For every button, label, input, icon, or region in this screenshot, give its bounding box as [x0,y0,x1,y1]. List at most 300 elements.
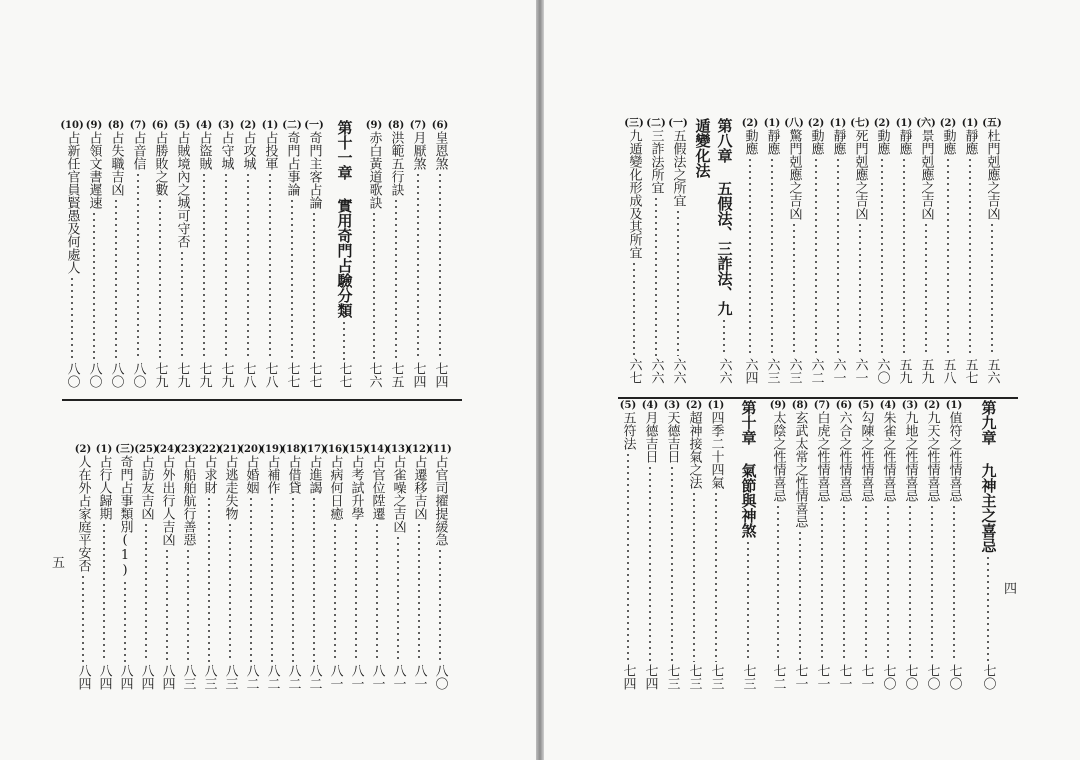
leader-dots [903,157,905,356]
page-number: 七三 [740,664,756,690]
page-number: 七三 [708,664,724,690]
entry-title: 占婚姻 [243,455,259,494]
leader-dots [865,504,867,662]
entry-title: 九地之性情喜忌 [902,411,918,502]
page-number: 七八 [262,362,278,388]
entry-title: 占訪友吉凶 [138,455,154,520]
entry-number: (11) [428,444,452,455]
toc-entry [386,444,410,690]
leader-dots [799,530,801,662]
leader-dots [953,504,955,662]
entry-title: 白虎之性情喜忌 [814,411,830,502]
leader-dots [181,250,183,360]
entry-title: 景門剋應之吉凶 [918,129,934,220]
leader-dots [671,465,673,662]
entry-title: 皇恩煞 [432,131,448,170]
entry-title: 六合之性情喜忌 [836,411,852,502]
leader-dots [693,491,695,662]
page-number: 七七 [306,362,322,388]
toc-entry [641,400,659,690]
toc-entry [85,120,103,388]
entry-number: (三) [115,444,135,455]
toc-entry [707,400,725,690]
chapter-title: 第十章 氣節與神煞 [739,400,758,538]
toc-entry [923,400,941,690]
chapter-title: 第八章 五假法、三詐法、九 [715,118,734,316]
toc-entry [879,400,897,690]
page-number: 七四 [432,362,448,388]
entry-number: (2) [923,400,941,411]
entry-number: (7) [409,120,427,131]
page-number: 八四 [75,664,91,690]
entry-title: 驚門剋應之吉凶 [786,129,802,220]
chapter-title: 第九章 九神主之喜忌 [979,400,998,553]
leader-dots [247,172,249,360]
entry-number: (2) [807,118,825,129]
entry-title: 朱雀之性情喜忌 [880,411,896,502]
leader-dots [633,261,635,356]
page-number: 八一 [390,664,406,690]
page-number: 六一 [852,358,868,384]
section-divider [618,397,1018,399]
leader-dots [418,522,420,662]
entry-title: 占盜賊 [196,131,212,170]
toc-entry [945,400,963,690]
toc-entry [407,444,431,690]
leader-dots [145,522,147,662]
page-number: 六四 [742,358,758,384]
leader-dots [723,318,725,356]
leader-dots [292,496,294,662]
entry-number: (8) [107,120,125,131]
toc-entry [74,444,92,690]
toc-entry [217,120,235,388]
leader-dots [71,276,73,360]
page-number: 七〇 [880,664,896,690]
entry-title: 占外出行人吉凶 [159,455,175,546]
page-number: 七一 [792,664,808,690]
entry-title: 占遷移吉凶 [411,455,427,520]
entry-number: (9) [365,120,383,131]
entry-number: (20) [239,444,263,455]
entry-title: 占考試升學 [348,455,364,520]
entry-title: 占攻城 [240,131,256,170]
page-number: 七七 [284,362,300,388]
toc-entry [901,400,919,690]
entry-number: (19) [260,444,284,455]
right-page [544,0,1080,760]
page-number: 六一 [830,358,846,384]
toc-entry [134,444,158,690]
toc-entry [741,118,759,384]
page-number: 七八 [240,362,256,388]
toc-entry [763,118,781,384]
leader-dots [859,222,861,356]
page-number: 五七 [962,358,978,384]
toc-entry [961,118,979,384]
page-number: 八三 [222,664,238,690]
entry-number: (2) [239,120,257,131]
page-number: 五六 [984,358,1000,384]
toc-entry [344,444,368,690]
toc-entry [305,120,323,388]
entry-title: 占勝敗之數 [152,131,168,196]
entry-number: (4) [641,400,659,411]
page-number: 八一 [327,664,343,690]
toc-entry [60,120,84,388]
entry-number: (1) [829,118,847,129]
toc-entry [387,120,405,388]
page-number: 七七 [336,362,352,388]
page-number: 八一 [348,664,364,690]
entry-number: (2) [873,118,891,129]
entry-number: (一) [668,118,688,129]
leader-dots [771,157,773,356]
entry-number: (3) [901,400,919,411]
entry-number: (1) [95,444,113,455]
entry-title: 占領文書遲速 [86,131,102,209]
entry-title: 靜應 [962,129,978,155]
toc-entry [807,118,825,384]
leader-dots [115,198,117,360]
leader-dots [250,496,252,662]
entry-number: (二) [646,118,666,129]
toc-entry [428,444,452,690]
page-number: 五八 [940,358,956,384]
page-number: 七九 [196,362,212,388]
entry-number: (4) [195,120,213,131]
toc-entry [835,400,853,690]
leader-dots [909,504,911,662]
page-number: 七〇 [902,664,918,690]
toc-entry [857,400,875,690]
toc-entry [685,400,703,690]
leader-dots [793,222,795,356]
page-number: 六六 [648,358,664,384]
page-number: 五九 [918,358,934,384]
toc-entry [173,120,191,388]
toc-entry [917,118,935,384]
page-number: 七九 [152,362,168,388]
toc-entry [302,444,326,690]
toc-entry [323,444,347,690]
page-number: 八四 [117,664,133,690]
page-number: 八一 [411,664,427,690]
leader-dots [439,172,441,360]
entry-number: (9) [769,400,787,411]
toc-entry [431,120,449,388]
leader-dots [843,504,845,662]
entry-number: (21) [218,444,242,455]
toc-entry [895,118,913,384]
entry-number: (七) [850,118,870,129]
entry-title: 占投軍 [262,131,278,170]
entry-number: (五) [982,118,1002,129]
entry-number: (3) [663,400,681,411]
leader-dots [749,157,751,356]
entry-title: 動應 [874,129,890,155]
page-number: 八三 [201,664,217,690]
entry-title: 奇門占事論 [284,131,300,196]
page-number: 八〇 [86,362,102,388]
page-number: 八〇 [432,664,448,690]
left-page [0,0,536,760]
chapter-heading [977,400,999,690]
page-number: 八二 [243,664,259,690]
leader-dots [225,172,227,360]
leader-dots [715,491,717,662]
page-number: 七四 [642,664,658,690]
chapter-title: 遁變化法 [693,118,712,178]
entry-title: 靜應 [896,129,912,155]
entry-number: (15) [344,444,368,455]
page-number: 六三 [764,358,780,384]
entry-number: (1) [895,118,913,129]
book-gutter [536,0,544,760]
entry-number: (5) [173,120,191,131]
entry-number: (24) [155,444,179,455]
page-folio: 五 [52,556,66,571]
page-number: 七二 [770,664,786,690]
entry-title: 天德吉日 [664,411,680,463]
entry-title: 占補作 [264,455,280,494]
entry-title: 占行人歸期 [96,455,112,520]
chapter-heading [737,400,759,690]
leader-dots [343,320,345,360]
entry-title: 月德吉日 [642,411,658,463]
leader-dots [229,522,231,662]
entry-title: 占求財 [201,455,217,494]
page-number: 七〇 [924,664,940,690]
toc-entry [281,444,305,690]
leader-dots [355,522,357,662]
toc-entry [129,120,147,388]
leader-dots [969,157,971,356]
toc-entry [619,400,637,690]
page-number: 八〇 [108,362,124,388]
page-number: 八四 [138,664,154,690]
toc-entry [365,444,389,690]
entry-number: (17) [302,444,326,455]
entry-number: (9) [85,120,103,131]
page-folio: 四 [1004,582,1018,597]
entry-title: 占官司擢提緩急 [432,455,448,546]
entry-number: (14) [365,444,389,455]
entry-title: 占失職吉凶 [108,131,124,196]
leader-dots [82,574,84,662]
entry-number: (1) [763,118,781,129]
entry-number: (2) [741,118,759,129]
entry-number: (6) [431,120,449,131]
toc-entry [873,118,891,384]
entry-number: (3) [217,120,235,131]
toc-entry [829,118,847,384]
leader-dots [203,172,205,360]
leader-dots [627,452,629,662]
leader-dots [837,157,839,356]
entry-number: (8) [387,120,405,131]
entry-number: (1) [945,400,963,411]
entry-number: (一) [304,120,324,131]
leader-dots [815,157,817,356]
entry-title: 占守城 [218,131,234,170]
entry-title: 動應 [940,129,956,155]
page-number: 八〇 [64,362,80,388]
entry-title: 杜門剋應之吉凶 [984,129,1000,220]
entry-number: (10) [60,120,84,131]
entry-title: 太陰之性情喜忌 [770,411,786,502]
page-number: 七一 [858,664,874,690]
toc-entry [983,118,1001,384]
page-number: 六〇 [874,358,890,384]
entry-title: 赤白黃道歌訣 [366,131,382,209]
leader-dots [291,198,293,360]
page-number: 八二 [264,664,280,690]
entry-number: (2) [685,400,703,411]
toc-entry [625,118,643,384]
entry-title: 死門剋應之吉凶 [852,129,868,220]
page-number: 七四 [620,664,636,690]
entry-title: 靜應 [830,129,846,155]
leader-dots [271,496,273,662]
entry-number: (二) [282,120,302,131]
entry-title: 玄武太常之性情喜忌 [792,411,808,528]
toc-entry [409,120,427,388]
toc-entry [155,444,179,690]
entry-number: (八) [784,118,804,129]
toc-entry [197,444,221,690]
entry-title: 靜應 [764,129,780,155]
page-number: 七九 [174,362,190,388]
entry-title: 占逃走失物 [222,455,238,520]
toc-entry [116,444,134,690]
entry-title: 五符法 [620,411,636,450]
entry-number: (1) [261,120,279,131]
entry-title: 占船舶航行善惡 [180,455,196,546]
toc-entry [261,120,279,388]
toc-entry [260,444,284,690]
entry-title: 五假法之所宜 [670,129,686,207]
entry-title: 占官位陞遷 [369,455,385,520]
page-number: 七三 [686,664,702,690]
entry-title: 占新任官員賢愚及何處人 [64,131,80,274]
toc-entry [151,120,169,388]
entry-title: 動應 [742,129,758,155]
leader-dots [439,548,441,662]
entry-number: (2) [74,444,92,455]
page-number: 六七 [626,358,642,384]
page-number: 七〇 [980,664,996,690]
leader-dots [208,496,210,662]
entry-number: (18) [281,444,305,455]
leader-dots [925,222,927,356]
leader-dots [376,522,378,662]
entry-number: (4) [879,400,897,411]
entry-title: 占進謁 [306,455,322,494]
entry-title: 月厭煞 [410,131,426,170]
leader-dots [159,198,161,360]
entry-number: (六) [916,118,936,129]
toc-entry [939,118,957,384]
leader-dots [334,522,336,662]
leader-dots [417,172,419,360]
entry-title: 人在外占家庭平安否 [75,455,91,572]
entry-title: 動應 [808,129,824,155]
toc-entry [647,118,665,384]
leader-dots [931,504,933,662]
leader-dots [881,157,883,356]
page-number: 七一 [814,664,830,690]
leader-dots [987,555,989,662]
entry-title: 四季二十四氣 [708,411,724,489]
leader-dots [991,222,993,356]
chapter-heading [691,118,713,384]
toc-entry [663,400,681,690]
leader-dots [137,172,139,360]
entry-number: (5) [619,400,637,411]
page-number: 六六 [670,358,686,384]
leader-dots [187,548,189,662]
leader-dots [821,504,823,662]
page-number: 七一 [836,664,852,690]
entry-title: 九遁變化形成及其所宜 [626,129,642,259]
leader-dots [397,535,399,662]
toc-entry [813,400,831,690]
entry-number: (6) [151,120,169,131]
page-number: 八四 [159,664,175,690]
page-number: 七六 [366,362,382,388]
entry-number: (2) [939,118,957,129]
entry-number: (1) [707,400,725,411]
entry-title: 占病何日癒 [327,455,343,520]
entry-title: 勾陳之性情喜忌 [858,411,874,502]
toc-entry [791,400,809,690]
entry-number: (12) [407,444,431,455]
page-number: 五九 [896,358,912,384]
page-number: 八〇 [130,362,146,388]
toc-entry [239,444,263,690]
entry-number: (16) [323,444,347,455]
page-number: 八四 [96,664,112,690]
leader-dots [677,209,679,356]
chapter-heading [333,120,355,388]
leader-dots [103,522,105,662]
page-number: 八三 [180,664,196,690]
toc-entry [107,120,125,388]
page-number: 八二 [306,664,322,690]
page-number: 六六 [716,358,732,384]
toc-entry [769,400,787,690]
entry-title: 九天之性情喜忌 [924,411,940,502]
page-number: 六二 [808,358,824,384]
toc-entry [195,120,213,388]
toc-entry [365,120,383,388]
leader-dots [887,504,889,662]
toc-entry [95,444,113,690]
entry-title: 三詐法所宜 [648,129,664,194]
entry-title: 占借貸 [285,455,301,494]
chapter-title: 第十一章 實用奇門占驗分類 [335,120,354,318]
page-number: 七〇 [946,664,962,690]
leader-dots [655,196,657,356]
leader-dots [395,198,397,360]
leader-dots [649,465,651,662]
leader-dots [93,211,95,360]
leader-dots [313,211,315,360]
section-divider [62,399,462,401]
entry-title: 占賊境內之城可守否 [174,131,190,248]
leader-dots [777,504,779,662]
